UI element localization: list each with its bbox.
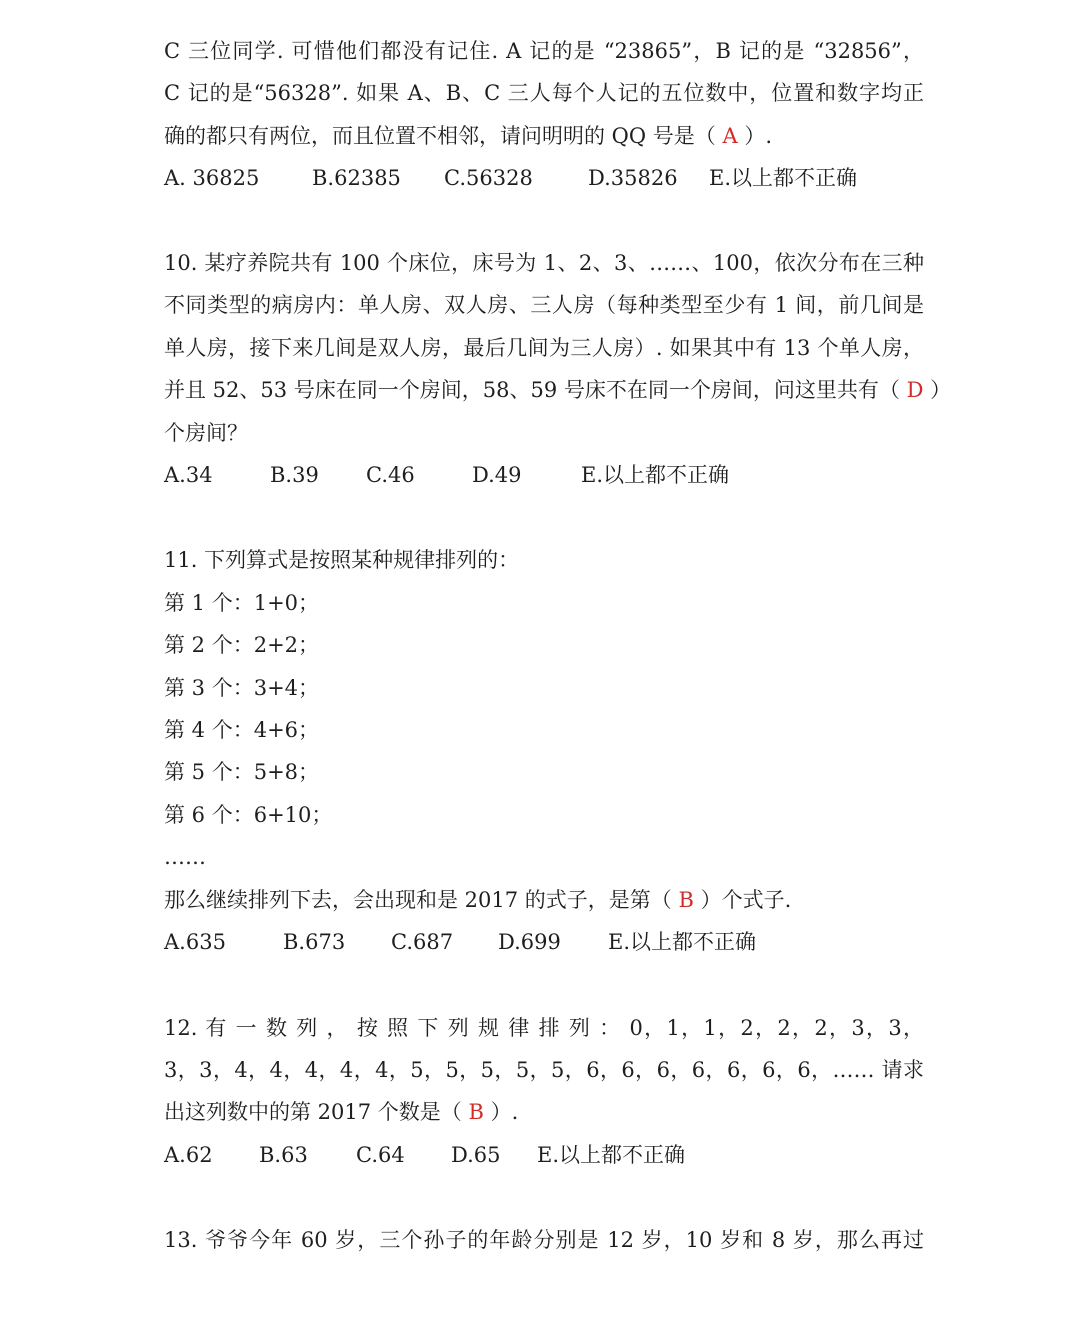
q11-question-text: 那么继续排列下去，会出现和是 2017 的式子，是第（ [164,888,679,912]
q10-option-d: D.49 [472,463,522,487]
q10-option-e: E.以上都不正确 [581,463,730,487]
q12-option-a: A.62 [164,1143,213,1167]
q10-answer: D [906,378,924,402]
q11-option-b: B.673 [283,930,346,954]
q9-line-2: C 记的是“56328”. 如果 A、B、C 三人每个人记的五位数中，位置和数字均正 [164,81,924,105]
q9-option-e: E.以上都不正确 [709,166,858,190]
q11-question-end: ）个式子. [693,888,792,912]
q10-line-4 [164,375,952,405]
q9-option-c: C.56328 [444,166,533,190]
q9-answer: A [722,124,738,148]
q12-line-3-end: ）. [483,1100,519,1124]
q12-answer: B [468,1100,484,1124]
q10-option-a: A.34 [164,463,213,487]
q11-option-c: C.687 [391,930,454,954]
q11-item-2: 第 2 个：2+2； [164,633,320,657]
q11-option-d: D.699 [498,930,561,954]
q10-option-b: B.39 [270,463,319,487]
q10-line-1: 10. 某疗养院共有 100 个床位，床号为 1、2、3、……、100，依次分布在三种 [164,251,924,275]
q12-line-3-text: 出这列数中的第 2017 个数是（ [164,1100,469,1124]
q11-item-1: 第 1 个：1+0； [164,591,320,615]
q11-item-6: 第 6 个：6+10； [164,803,333,827]
q11-item-3: 第 3 个：3+4； [164,676,320,700]
q11-answer: B [678,888,694,912]
q10-line-4-text: 并且 52、53 号床在同一个房间，58、59 号床不在同一个房间，问这里共有（ [164,378,907,402]
q13-line-1: 13. 爷爷今年 60 岁，三个孙子的年龄分别是 12 岁，10 岁和 8 岁，那么再过 [164,1228,924,1252]
q9-option-b: B.62385 [312,166,401,190]
q10-line-3: 单人房，接下来几间是双人房，最后几间为三人房）. 如果其中有 13 个单人房， [164,336,924,360]
q11-ellipsis: …… [164,845,206,869]
q11-option-e: E.以上都不正确 [608,930,757,954]
q9-line-3-end: ）. [737,124,772,148]
q9-line-3-text: 确的都只有两位，而且位置不相邻，请问明明的 QQ 号是（ [164,124,723,148]
q10-option-c: C.46 [366,463,415,487]
q12-line-3 [164,1097,924,1127]
q10-line-2: 不同类型的病房内：单人房、双人房、三人房（每种类型至少有 1 间，前几间是 [164,293,924,317]
q12-line-1: 12. 有 一 数 列 ， 按 照 下 列 规 律 排 列 ： 0，1，1，2，2，2，3，3， [164,1016,924,1040]
q11-item-4: 第 4 个：4+6； [164,718,320,742]
q12-line-2: 3，3，4，4，4，4，4，5，5，5，5，5，6，6，6，6，6，6，6，…… 请求 [164,1058,924,1082]
q11-item-5: 第 5 个：5+8； [164,760,320,784]
q11-line-1: 11. 下列算式是按照某种规律排列的： [164,548,520,572]
q10-line-5: 个房间？ [164,421,248,445]
q12-option-e: E.以上都不正确 [537,1143,686,1167]
q12-option-d: D.65 [451,1143,501,1167]
q12-option-c: C.64 [356,1143,405,1167]
q12-option-b: B.63 [259,1143,308,1167]
q11-question-line [164,885,924,915]
q9-line-1: C 三位同学. 可惜他们都没有记住. A 记的是 “23865”，B 记的是 “32856”， [164,39,924,63]
q9-option-d: D.35826 [588,166,678,190]
q9-line-3 [164,121,924,151]
q10-line-4-end: ） [923,378,952,402]
q9-option-a: A. 36825 [164,166,260,190]
q11-option-a: A.635 [164,930,226,954]
